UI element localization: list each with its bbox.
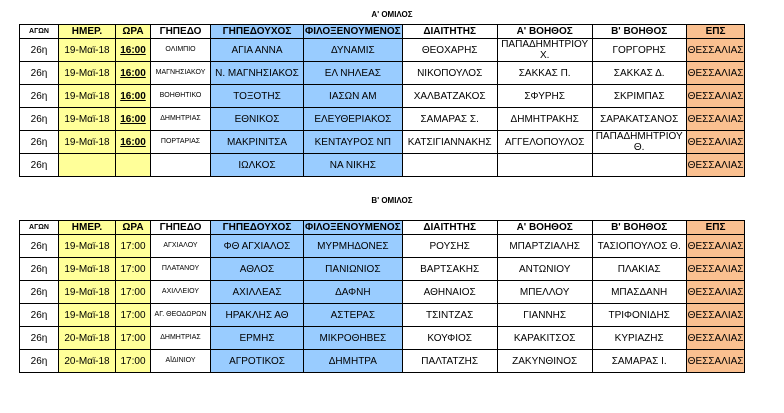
table-row [20, 235, 745, 258]
time-cell: 17:00 [116, 281, 151, 304]
header-row [20, 25, 745, 39]
header-away: ΦΙΛΟΞΕΝΟΥΜΕΝΟΣ [305, 222, 401, 233]
time-cell: 17:00 [116, 304, 151, 327]
header-away: ΦΙΛΟΞΕΝΟΥΜΕΝΟΣ [305, 26, 401, 37]
eps-cell: ΘΕΣΣΑΛΙΑΣ [686, 304, 745, 327]
referee-cell: ΡΟΥΣΗΣ [402, 235, 497, 258]
venue-cell: ΑΓ. ΘΕΟΔΩΡΩΝ [151, 304, 211, 327]
date-cell [59, 154, 116, 177]
eps-cell: ΘΕΣΣΑΛΙΑΣ [686, 235, 745, 258]
away-team-cell: ΔΥΝΑΜΙΣ [304, 39, 403, 62]
assistant2-cell: ΣΑΚΚΑΣ Δ. [592, 62, 686, 85]
assistant1-cell: ΜΠΑΡΤΖΙΑΛΗΣ [497, 235, 592, 258]
venue-cell: ΟΛΙΜΠΙΟ [151, 39, 211, 62]
group-b-table [19, 220, 745, 373]
venue-cell: ΒΟΗΘΗΤΙΚΟ [151, 85, 211, 108]
table-row [20, 131, 745, 154]
table-row [20, 108, 745, 131]
table-row [20, 281, 745, 304]
away-team-cell: ΚΕΝΤΑΥΡΟΣ ΝΠ [304, 131, 403, 154]
round-cell: 26η [20, 108, 59, 131]
venue-cell: ΠΟΡΤΑΡΙΑΣ [151, 131, 211, 154]
away-team-cell: ΙΑΣΩΝ ΑΜ [304, 85, 403, 108]
header-assistant2: Β' ΒΟΗΘΟΣ [592, 221, 686, 235]
date-cell: 19-Μαϊ-18 [59, 131, 116, 154]
venue-cell [151, 154, 211, 177]
home-team-cell: Ν. ΜΑΓΝΗΣΙΑΚΟΣ [211, 62, 304, 85]
group-a-table [19, 24, 745, 177]
assistant1-cell: ΣΑΚΚΑΣ Π. [497, 62, 592, 85]
venue-cell: ΑΪΔΙΝΙΟΥ [151, 350, 211, 373]
assistant2-cell: ΓΟΡΓΟΡΗΣ [592, 39, 686, 62]
date-cell: 19-Μαϊ-18 [59, 62, 116, 85]
header-referee: ΔΙΑΙΤΗΤΗΣ [402, 25, 497, 39]
eps-cell: ΘΕΣΣΑΛΙΑΣ [686, 85, 745, 108]
header-assistant1: Α' ΒΟΗΘΟΣ [497, 25, 592, 39]
date-cell: 19-Μαϊ-18 [59, 108, 116, 131]
time-cell: 17:00 [116, 258, 151, 281]
referee-cell [402, 154, 497, 177]
eps-cell: ΘΕΣΣΑΛΙΑΣ [686, 327, 745, 350]
away-team-cell: ΑΣΤΕΡΑΣ [304, 304, 403, 327]
assistant2-cell: ΚΥΡΙΑΖΗΣ [592, 327, 686, 350]
away-team-cell: ΜΙΚΡΟΘΗΒΕΣ [304, 327, 403, 350]
header-round: ΑΓΩΝ [20, 221, 59, 235]
assistant2-cell: ΜΠΑΣΔΑΝΗ [592, 281, 686, 304]
away-team-cell: ΔΗΜΗΤΡΑ [304, 350, 403, 373]
group-b-title: Β' ΟΜΙΛΟΣ [371, 196, 413, 205]
table-row [20, 85, 745, 108]
assistant2-cell: ΤΑΣΙΟΠΟΥΛΟΣ Θ. [592, 235, 686, 258]
assistant2-cell: ΠΑΠΑΔΗΜΗΤΡΙΟΥ Θ. [592, 131, 686, 154]
header-home: ΓΗΠΕΔΟΥΧΟΣ [211, 25, 304, 39]
header-venue: ΓΗΠΕΔΟ [151, 221, 211, 235]
assistant2-cell: ΣΑΜΑΡΑΣ Ι. [592, 350, 686, 373]
header-eps: ΕΠΣ [686, 25, 745, 39]
venue-cell: ΑΧΙΛΛΕΙΟΥ [151, 281, 211, 304]
round-cell: 26η [20, 304, 59, 327]
home-team-cell: ΤΟΞΟΤΗΣ [211, 85, 304, 108]
eps-cell: ΘΕΣΣΑΛΙΑΣ [686, 108, 745, 131]
referee-cell: ΠΑΛΤΑΤΖΗΣ [402, 350, 497, 373]
referee-cell: ΣΑΜΑΡΑΣ Σ. [402, 108, 497, 131]
venue-cell: ΜΑΓΝΗΣΙΑΚΟΥ [151, 62, 211, 85]
round-cell: 26η [20, 131, 59, 154]
round-cell: 26η [20, 327, 59, 350]
assistant1-cell: ΠΑΠΑΔΗΜΗΤΡΙΟΥ Χ. [497, 39, 592, 62]
table-row [20, 258, 745, 281]
table-row [20, 62, 745, 85]
home-team-cell: ΑΧΙΛΛΕΑΣ [211, 281, 304, 304]
header-time: ΩΡΑ [116, 221, 151, 235]
assistant1-cell: ΑΓΓΕΛΟΠΟΥΛΟΣ [497, 131, 592, 154]
table-row [20, 39, 745, 62]
time-cell [116, 154, 151, 177]
date-cell: 19-Μαϊ-18 [59, 85, 116, 108]
assistant1-cell: ΣΦΥΡΗΣ [497, 85, 592, 108]
round-cell: 26η [20, 350, 59, 373]
round-cell: 26η [20, 85, 59, 108]
referee-cell: ΑΘΗΝΑΙΟΣ [402, 281, 497, 304]
round-cell: 26η [20, 154, 59, 177]
date-cell: 20-Μαϊ-18 [59, 327, 116, 350]
assistant1-cell: ΖΑΚΥΝΘΙΝΟΣ [497, 350, 592, 373]
referee-cell: ΝΙΚΟΠΟΥΛΟΣ [402, 62, 497, 85]
eps-cell: ΘΕΣΣΑΛΙΑΣ [686, 62, 745, 85]
assistant1-cell [497, 154, 592, 177]
date-cell: 19-Μαϊ-18 [59, 304, 116, 327]
away-team-cell: ΠΑΝΙΩΝΙΟΣ [304, 258, 403, 281]
date-cell: 19-Μαϊ-18 [59, 281, 116, 304]
home-team-cell: ΑΓΙΑ ΑΝΝΑ [211, 39, 304, 62]
header-row [20, 221, 745, 235]
round-cell: 26η [20, 235, 59, 258]
eps-cell: ΘΕΣΣΑΛΙΑΣ [686, 131, 745, 154]
eps-cell: ΘΕΣΣΑΛΙΑΣ [686, 154, 745, 177]
table-row [20, 154, 745, 177]
assistant2-cell: ΣΑΡΑΚΑΤΣΑΝΟΣ [592, 108, 686, 131]
date-cell: 19-Μαϊ-18 [59, 235, 116, 258]
time-cell: 17:00 [116, 327, 151, 350]
referee-cell: ΚΑΤΣΙΓΙΑΝΝΑΚΗΣ [402, 131, 497, 154]
time-cell: 17:00 [116, 350, 151, 373]
header-eps: ΕΠΣ [686, 221, 745, 235]
date-cell: 19-Μαϊ-18 [59, 258, 116, 281]
header-time: ΩΡΑ [116, 25, 151, 39]
referee-cell: ΘΕΟΧΑΡΗΣ [402, 39, 497, 62]
home-team-cell: ΜΑΚΡΙΝΙΤΣΑ [211, 131, 304, 154]
assistant1-cell: ΓΙΑΝΝΗΣ [497, 304, 592, 327]
header-assistant1: Α' ΒΟΗΘΟΣ [497, 221, 592, 235]
away-team-cell: ΜΥΡΜΗΔΟΝΕΣ [304, 235, 403, 258]
header-venue: ΓΗΠΕΔΟ [151, 25, 211, 39]
eps-cell: ΘΕΣΣΑΛΙΑΣ [686, 281, 745, 304]
home-team-cell: ΑΘΛΟΣ [211, 258, 304, 281]
venue-cell: ΔΗΜΗΤΡΙΑΣ [151, 327, 211, 350]
assistant1-cell: ΚΑΡΑΚΙΤΣΟΣ [497, 327, 592, 350]
header-date: ΗΜΕΡ. [59, 25, 116, 39]
referee-cell: ΤΣΙΝΤΖΑΣ [402, 304, 497, 327]
assistant2-cell: ΠΛΑΚΙΑΣ [592, 258, 686, 281]
table-row [20, 304, 745, 327]
time-cell: 16:00 [116, 85, 151, 108]
table-row [20, 327, 745, 350]
round-cell: 26η [20, 62, 59, 85]
header-assistant2: Β' ΒΟΗΘΟΣ [592, 25, 686, 39]
round-cell: 26η [20, 258, 59, 281]
assistant1-cell: ΔΗΜΗΤΡΑΚΗΣ [497, 108, 592, 131]
time-cell: 16:00 [116, 131, 151, 154]
time-cell: 16:00 [116, 62, 151, 85]
time-cell: 16:00 [116, 108, 151, 131]
date-cell: 19-Μαϊ-18 [59, 39, 116, 62]
eps-cell: ΘΕΣΣΑΛΙΑΣ [686, 350, 745, 373]
round-cell: 26η [20, 39, 59, 62]
venue-cell: ΠΛΑΤΑΝΟΥ [151, 258, 211, 281]
home-team-cell: ΦΘ ΑΓΧΙΑΛΟΣ [211, 235, 304, 258]
venue-cell: ΑΓΧΙΑΛΟΥ [151, 235, 211, 258]
home-team-cell: ΕΘΝΙΚΟΣ [211, 108, 304, 131]
assistant2-cell [592, 154, 686, 177]
home-team-cell: ΕΡΜΗΣ [211, 327, 304, 350]
home-team-cell: ΑΓΡΟΤΙΚΟΣ [211, 350, 304, 373]
header-date: ΗΜΕΡ. [59, 221, 116, 235]
assistant2-cell: ΤΡΙΦΟΝΙΔΗΣ [592, 304, 686, 327]
home-team-cell: ΙΩΛΚΟΣ [211, 154, 304, 177]
eps-cell: ΘΕΣΣΑΛΙΑΣ [686, 39, 745, 62]
time-cell: 16:00 [116, 39, 151, 62]
table-row [20, 350, 745, 373]
assistant2-cell: ΣΚΡΙΜΠΑΣ [592, 85, 686, 108]
header-referee: ΔΙΑΙΤΗΤΗΣ [402, 221, 497, 235]
referee-cell: ΚΟΥΦΙΟΣ [402, 327, 497, 350]
referee-cell: ΧΑΛΒΑΤΖΑΚΟΣ [402, 85, 497, 108]
away-team-cell: ΔΑΦΝΗ [304, 281, 403, 304]
group-a-title: Α' ΟΜΙΛΟΣ [371, 10, 413, 19]
assistant1-cell: ΜΠΕΛΛΟΥ [497, 281, 592, 304]
time-cell: 17:00 [116, 235, 151, 258]
assistant1-cell: ΑΝΤΩΝΙΟΥ [497, 258, 592, 281]
away-team-cell: ΝΑ ΝΙΚΗΣ [304, 154, 403, 177]
date-cell: 20-Μαϊ-18 [59, 350, 116, 373]
eps-cell: ΘΕΣΣΑΛΙΑΣ [686, 258, 745, 281]
away-team-cell: ΕΛΕΥΘΕΡΙΑΚΟΣ [304, 108, 403, 131]
home-team-cell: ΗΡΑΚΛΗΣ ΑΘ [211, 304, 304, 327]
header-home: ΓΗΠΕΔΟΥΧΟΣ [211, 221, 304, 235]
venue-cell: ΔΗΜΗΤΡΙΑΣ [151, 108, 211, 131]
away-team-cell: ΕΛ ΝΗΛΕΑΣ [304, 62, 403, 85]
referee-cell: ΒΑΡΤΣΑΚΗΣ [402, 258, 497, 281]
header-round: ΑΓΩΝ [20, 25, 59, 39]
round-cell: 26η [20, 281, 59, 304]
